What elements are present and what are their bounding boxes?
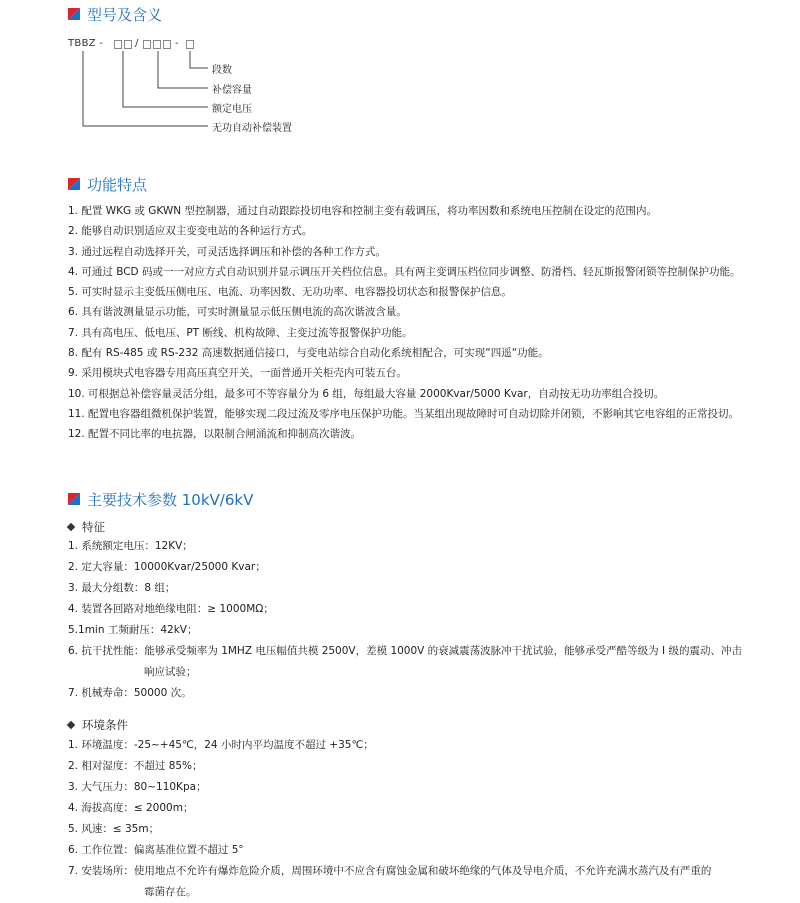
list-item: 3. 通过远程自动选择开关，可灵活选择调压和补偿的各种工作方式。: [68, 245, 386, 258]
red-blue-triangle-icon: [68, 493, 80, 505]
list-item: [68, 641, 788, 683]
item-text: 3. 大气压力：80~110Kpa；: [68, 781, 207, 793]
list-item: 8. 配有 RS-485 或 RS-232 高速数据通信接口，与变电站综合自动化系统相配合，可实现“四遥“功能。: [68, 347, 549, 360]
item-text: 4. 海拔高度：≤ 2000m；: [68, 802, 194, 814]
item-text: 7. 机械寿命：50000 次。: [68, 687, 192, 699]
list-item: [68, 798, 788, 819]
section-title-text: 功能特点: [87, 175, 148, 194]
red-blue-triangle-icon: [68, 178, 80, 190]
list-item: [68, 578, 788, 599]
item-text: 2. 定大容量：10000Kvar/25000 Kvar；: [68, 561, 266, 573]
environment-list: [68, 735, 788, 903]
section-title-text: 主要技术参数 10kV/6kV: [87, 490, 254, 509]
subheading-text: 环境条件: [82, 718, 128, 732]
item-text: 6. 抗干扰性能：能够承受频率为 1MHZ 电压幅值共模 2500V，差模 1000V 的衰减震荡波脉冲干扰试验，能够承受严酷等级为 I 级的震动、冲击: [68, 645, 742, 657]
item-text: 3. 最大分组数：8 组；: [68, 582, 176, 594]
model-dash: -: [175, 38, 179, 49]
label-segments: 段数: [212, 65, 232, 76]
list-item: [68, 683, 788, 704]
item-text: 1. 环境温度：-25~+45℃，24 小时内平均温度不超过 +35℃；: [68, 739, 374, 751]
item-text: 7. 安装场所：使用地点不允许有爆炸危险介质，周围环境中不应含有腐蚀金属和破坏绝缘的气体及导电介质，不允许充满水蒸汽及有严重的: [68, 865, 712, 877]
section-title-text: 型号及含义: [87, 5, 163, 24]
item-text: 5.1min 工频耐压：42kV；: [68, 624, 198, 636]
subheading-environment: [68, 717, 128, 733]
list-item: 11. 配置电容器组微机保护装置，能够实现二段过流及零序电压保护功能。当某组出现故障时可自动切除并闭锁，不影响其它电容组的正常投切。: [68, 407, 740, 420]
section-title-model: [68, 2, 162, 26]
list-item: 4. 可通过 BCD 码或一一对应方式自动识别并显示调压开关档位信息。具有两主变调压档位同步调整、防滑档、轻瓦斯报警闭锁等控制保护功能。: [68, 265, 741, 278]
diamond-bullet-icon: [67, 523, 75, 531]
item-text: 6. 工作位置：偏离基准位置不超过 5°: [68, 844, 244, 856]
item-text: 4. 装置各回路对地绝缘电阻：≥ 1000MΩ；: [68, 603, 274, 615]
subheading-text: 特征: [82, 520, 105, 534]
list-item: 5. 可实时显示主变低压侧电压、电流、功率因数、无功功率、电容器投切状态和报警保护信息。: [68, 286, 512, 299]
list-item: 2. 能够自动识别适应双主变变电站的各种运行方式。: [68, 225, 313, 238]
subheading-features: [68, 519, 105, 535]
list-item: 10. 可根据总补偿容量灵活分组，最多可不等容量分为 6 组，每组最大容量 2000Kvar/5000 Kvar，自动按无功功率组合投切。: [68, 387, 665, 400]
list-item: [68, 536, 788, 557]
label-voltage: 额定电压: [212, 104, 252, 115]
list-item: [68, 557, 788, 578]
list-item: 9. 采用模块式电容器专用高压真空开关，一面普通开关柜壳内可装五台。: [68, 367, 407, 380]
model-code-diagram: [68, 38, 368, 138]
item-continuation: 响应试验；: [144, 666, 197, 678]
list-item: 7. 具有高电压、低电压、PT 断线、机构故障、主变过流等报警保护功能。: [68, 326, 413, 339]
list-item: [68, 861, 788, 903]
red-blue-triangle-icon: [68, 8, 80, 20]
section-title-specs: [68, 487, 253, 511]
model-prefix: TBBZ -: [68, 38, 104, 49]
feature-list: [68, 201, 788, 445]
list-item: [68, 756, 788, 777]
label-capacity: 补偿容量: [212, 85, 252, 96]
list-item: [68, 620, 788, 641]
item-continuation: 霉菌存在。: [144, 886, 197, 898]
item-text: 2. 相对湿度：不超过 85%；: [68, 760, 203, 772]
model-slash: /: [135, 38, 139, 49]
list-item: [68, 777, 788, 798]
list-item: [68, 840, 788, 861]
label-device: 无功自动补偿装置: [212, 123, 292, 134]
section-title-features: [68, 172, 147, 196]
list-item: 1. 配置 WKG 或 GKWN 型控制器，通过自动跟踪投切电容和控制主变有载调压，将功率因数和系统电压控制在设定的范围内。: [68, 205, 657, 217]
spec-feature-list: [68, 536, 788, 704]
list-item: [68, 819, 788, 840]
item-text: 5. 风速：≤ 35m；: [68, 823, 160, 835]
list-item: [68, 599, 788, 620]
list-item: 6. 具有谐波测量显示功能，可实时测量显示低压侧电流的高次谐波含量。: [68, 306, 407, 319]
list-item: 12. 配置不同比率的电抗器，以限制合闸涌流和抑制高次谐波。: [68, 428, 362, 441]
bracket-lines: [68, 38, 218, 138]
diamond-bullet-icon: [67, 721, 75, 729]
item-text: 1. 系统额定电压：12KV；: [68, 540, 193, 552]
list-item: [68, 735, 788, 756]
